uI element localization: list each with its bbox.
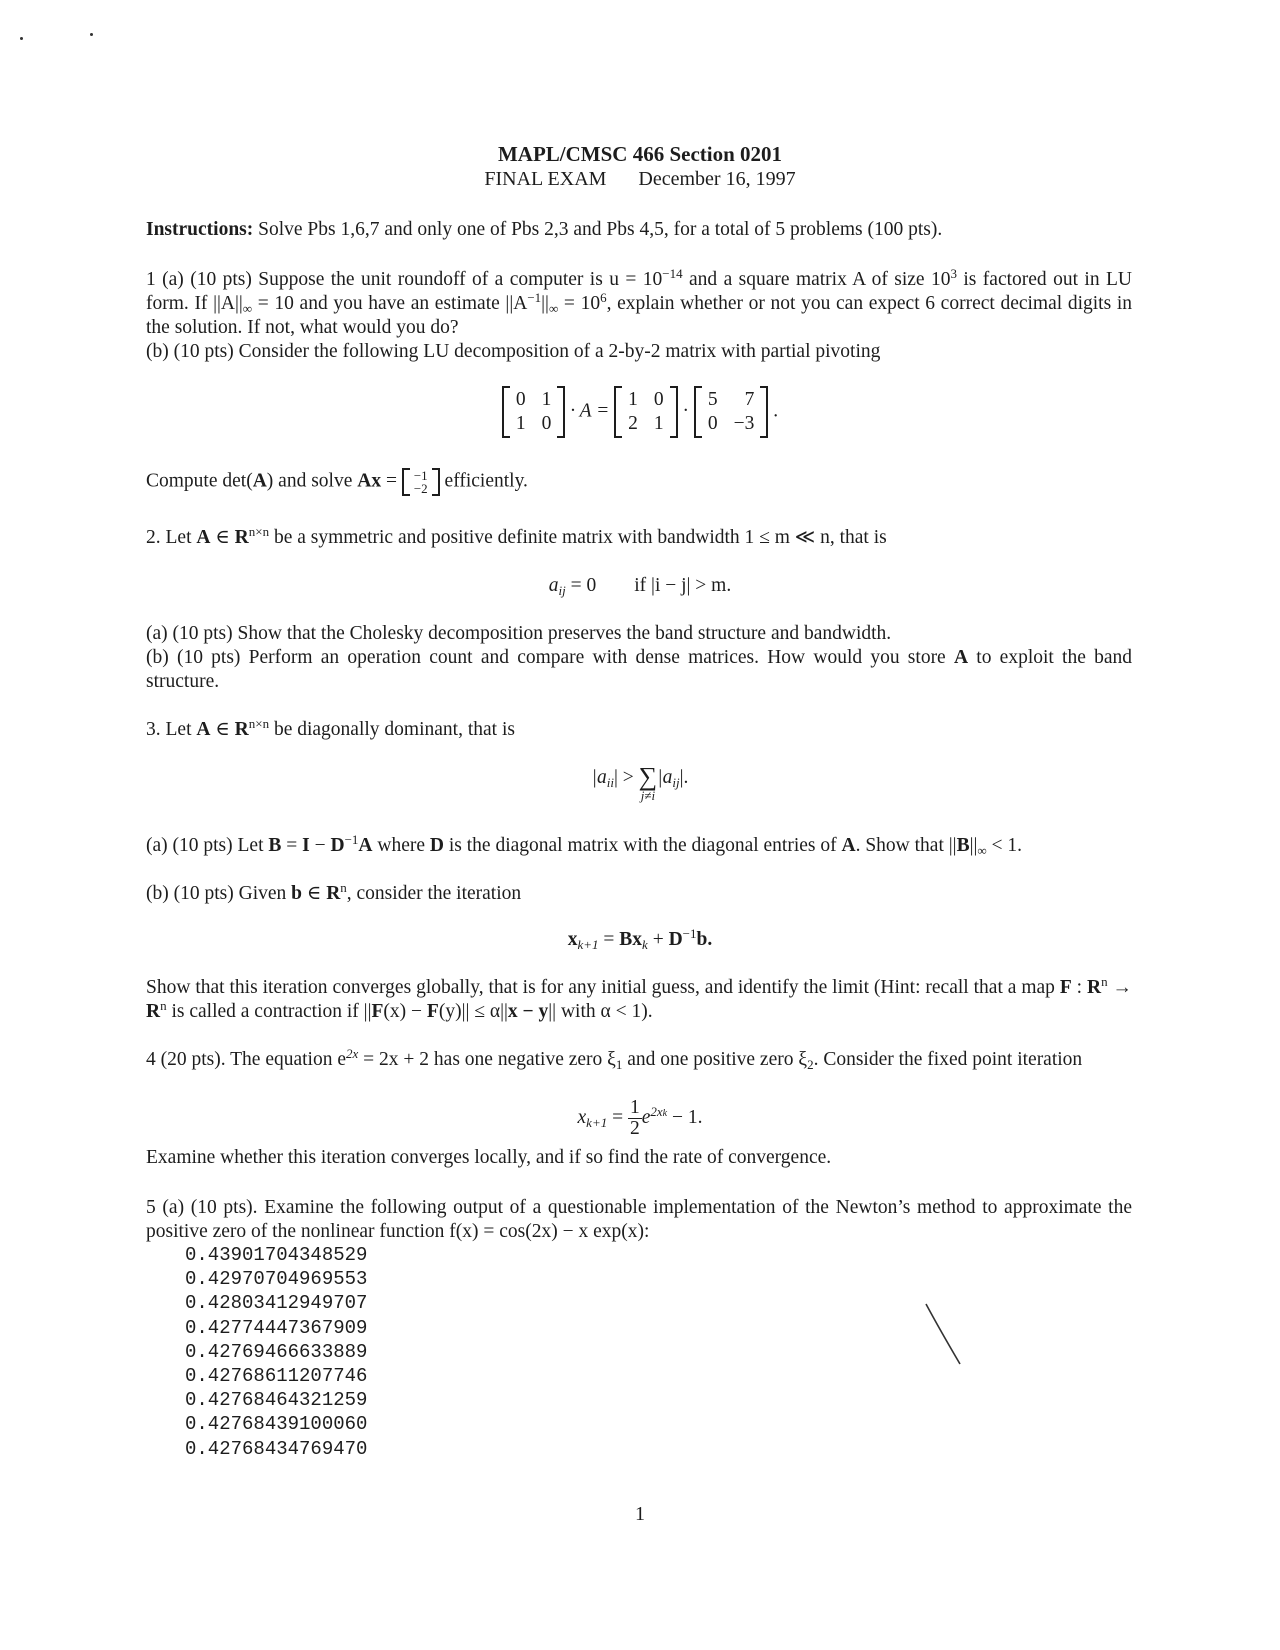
- iter-exp: −1: [682, 926, 697, 941]
- compute-text: =: [381, 470, 402, 492]
- p3a-text: (a) (10 pts) Let: [146, 835, 269, 856]
- eq-text: e: [641, 1106, 651, 1128]
- eq-sub: k+1: [586, 1114, 608, 1130]
- p3-text: R: [234, 719, 249, 740]
- matrix-entry: 0: [653, 389, 664, 410]
- problem-5a: 5 (a) (10 pts). Examine the following output of a questionable implementation of the Newton’s method to approximate the positive zero of the nonlinear function f(x) = cos(2x) − x exp(x):: [146, 1197, 1132, 1242]
- eq-text: − 1.: [667, 1106, 703, 1128]
- p3a-text: =: [281, 835, 303, 856]
- p3a-exp: −1: [344, 832, 359, 847]
- iter-sub: k+1: [577, 937, 599, 952]
- scan-speck: [20, 37, 23, 40]
- eq-text: x: [577, 1106, 587, 1128]
- p3-show-exp: n: [1101, 974, 1108, 989]
- compute-text: Compute det(: [146, 470, 253, 492]
- scan-speck: [90, 33, 93, 36]
- newton-iterate: 0.42768611207746: [185, 1364, 368, 1387]
- p1a-text: 1 (a) (10 pts) Suppose the unit roundoff of a computer is u = 10: [146, 269, 663, 290]
- lower-matrix: [614, 386, 678, 438]
- p3-show-text: →: [1107, 977, 1133, 998]
- newton-output-list: [185, 1243, 367, 1461]
- p3a-text: I: [302, 835, 310, 856]
- newton-iterate: 0.42768434769470: [185, 1437, 368, 1460]
- iter-sub: k: [642, 937, 648, 952]
- p1a-text: , explain whether or not you can expect 6 correct decimal digits in the solution. If not, what would you do?: [146, 293, 1133, 338]
- matrix-entry: 1: [653, 413, 664, 434]
- p3a-text: . Show that ||: [855, 835, 957, 856]
- p3-text: ∈: [210, 719, 235, 740]
- course-title: MAPL/CMSC 466 Section 0201: [497, 142, 783, 166]
- p2b-text: (b) (10 pts) Perform an operation count and compare with dense matrices. How would you store: [146, 647, 954, 668]
- p3-show-text: Show that this iteration converges globally, that is for any initial guess, and identify the limit (Hint: recall that a map: [146, 977, 1060, 998]
- compute-text: efficiently.: [439, 470, 528, 492]
- matrix-entry: −3: [733, 413, 755, 434]
- compute-text: ) and solve: [266, 470, 358, 492]
- p1a-sub: ∞: [548, 301, 559, 316]
- rhs-vector: [402, 468, 440, 496]
- eq-text: = 0: [565, 575, 597, 596]
- eq-text: =: [607, 1106, 628, 1128]
- p1a-text: = 10: [558, 293, 601, 314]
- matrix-entry: 1: [541, 389, 552, 410]
- p3-text: A: [196, 719, 211, 740]
- matrix-entry: 1: [515, 413, 526, 434]
- problem-3a: [146, 834, 1132, 858]
- matrix-entry: 0: [515, 389, 526, 410]
- p4-exp: 2x: [346, 1046, 359, 1061]
- problem-2a: (a) (10 pts) Show that the Cholesky decomposition preserves the band structure and bandwidth.: [146, 623, 892, 644]
- p3-text: be diagonally dominant, that is: [269, 719, 515, 740]
- eq-text: if |i − j| > m.: [634, 575, 732, 596]
- fixed-point-iteration: [0, 1098, 1280, 1139]
- eq-exp-base: 2x: [650, 1103, 663, 1119]
- vector-entry: −2: [413, 481, 428, 496]
- matrix-entry: 2: [628, 413, 638, 434]
- problem-4-examine: Examine whether this iteration converges locally, and if so find the rate of convergence.: [146, 1147, 832, 1168]
- matrix-entry: 0: [707, 413, 718, 434]
- p3b-text: ∈: [302, 883, 327, 904]
- p2b-text: A: [953, 647, 969, 668]
- iter-text: x: [567, 929, 578, 950]
- p2-exp: n×n: [248, 524, 270, 539]
- iter-text: +: [647, 929, 669, 950]
- newton-iterate: 0.43901704348529: [185, 1244, 368, 1266]
- p2-text: R: [234, 527, 249, 548]
- problem-1-compute: [146, 468, 1132, 496]
- fraction: [628, 1098, 642, 1139]
- eq-text: |a: [591, 767, 607, 788]
- p3-show-text: || with α < 1).: [548, 1001, 653, 1022]
- iter-text: =: [598, 929, 620, 950]
- sum-symbol: ∑: [638, 762, 658, 791]
- eq-text: | >: [614, 767, 639, 788]
- p1a-text: and a square matrix A of size 10: [682, 269, 951, 290]
- p3-show-text: F: [426, 1001, 439, 1022]
- p3-show-text: is called a contraction if ||: [166, 1001, 372, 1022]
- p4-text: . Consider the fixed point iteration: [813, 1049, 1083, 1070]
- p2-text: 2. Let: [146, 527, 197, 548]
- problem-3-show: [146, 976, 1132, 1024]
- newton-iterate: 0.42774447367909: [185, 1316, 368, 1339]
- p3-show-exp: n: [160, 998, 167, 1013]
- p1a-exp: 3: [950, 266, 957, 281]
- compute-text: A: [252, 470, 267, 492]
- pen-stroke-mark: [920, 1300, 970, 1370]
- jacobi-iteration: [0, 928, 1280, 952]
- p3-show-text: F: [371, 1001, 384, 1022]
- p3-show-text: R: [1087, 977, 1102, 998]
- p3-show-text: :: [1071, 977, 1087, 998]
- p3-show-text: x − y: [507, 1001, 549, 1022]
- problem-1b: (b) (10 pts) Consider the following LU decomposition of a 2-by-2 matrix with partial pivoting: [146, 341, 881, 362]
- p2-text: be a symmetric and positive definite matrix with bandwidth 1 ≤ m ≪ n, that is: [269, 527, 887, 548]
- exam-subtitle: [0, 167, 1280, 191]
- compute-text: Ax: [357, 470, 382, 492]
- eq-text: |a: [657, 767, 673, 788]
- p3b-text: b: [291, 883, 302, 904]
- newton-iterate: 0.42768439100060: [185, 1413, 368, 1436]
- p3b-exp: n: [340, 880, 347, 895]
- lu-equation: [0, 386, 1280, 438]
- iter-text: b.: [696, 929, 713, 950]
- p3-show-text: (y): [438, 1001, 462, 1022]
- matrix-entry: 7: [744, 389, 755, 410]
- iter-text: D: [668, 929, 683, 950]
- eq-text: |.: [679, 767, 689, 788]
- newton-iterate: 0.42803412949707: [185, 1292, 368, 1315]
- eq-exp-sub: k: [662, 1107, 668, 1119]
- p1a-exp: −14: [662, 266, 683, 281]
- permutation-matrix: [502, 386, 566, 438]
- times-a-equals: · A =: [570, 400, 610, 422]
- problem-2b: [146, 646, 1132, 694]
- p2b-text: to exploit the band structure.: [146, 647, 1133, 692]
- p3a-sub: ∞: [977, 843, 987, 858]
- p1a-text: = 10 and you have an estimate ||A: [252, 293, 528, 314]
- p3a-text: A: [841, 835, 856, 856]
- p3a-text: ||: [969, 835, 978, 856]
- p3-show-text: || ≤ α||: [461, 1001, 508, 1022]
- fraction-denominator: 2: [629, 1118, 640, 1139]
- p3a-text: A: [358, 835, 373, 856]
- page-number: 1: [635, 1503, 645, 1525]
- p1a-exp: −1: [527, 290, 542, 305]
- p4-sub: 2: [807, 1057, 814, 1072]
- period: .: [773, 400, 779, 422]
- eq-exp: [650, 1104, 667, 1119]
- p1a-exp: 6: [600, 290, 607, 305]
- p2-text: A: [196, 527, 211, 548]
- p3a-text: −: [309, 835, 331, 856]
- p4-text: and one positive zero ξ: [622, 1049, 808, 1070]
- newton-iterate: 0.42768464321259: [185, 1389, 368, 1412]
- eq-sub: ij: [558, 583, 566, 598]
- p3a-text: B: [268, 835, 282, 856]
- problem-3b: [146, 882, 1132, 906]
- instructions: [146, 218, 1132, 242]
- exam-label: FINAL EXAM: [484, 168, 607, 190]
- eq-sub: ii: [606, 775, 614, 790]
- p4-text: = 2x + 2 has one negative zero ξ: [358, 1049, 616, 1070]
- p3a-text: D: [330, 835, 345, 856]
- problem-4: [146, 1048, 1132, 1072]
- p3a-text: D: [429, 835, 444, 856]
- p3-show-text: −: [406, 1001, 427, 1022]
- matrix-entry: 0: [541, 413, 552, 434]
- newton-iterate: 0.42970704969553: [185, 1268, 368, 1291]
- eq-text: a: [548, 575, 559, 596]
- matrix-entry: 1: [628, 389, 638, 410]
- iter-text: Bx: [619, 929, 643, 950]
- p3a-text: < 1.: [986, 835, 1023, 856]
- p1a-text: ||: [541, 293, 549, 314]
- p4-sub: 1: [615, 1057, 623, 1072]
- upper-matrix: [694, 386, 769, 438]
- p3a-text: where: [372, 835, 430, 856]
- p3a-text: is the diagonal matrix with the diagonal entries of: [444, 835, 842, 856]
- p3b-text: R: [326, 883, 341, 904]
- p3b-text: (b) (10 pts) Given: [146, 883, 292, 904]
- dominance-inequality: [0, 762, 1280, 816]
- problem-3-intro: [146, 718, 1132, 742]
- problem-1a: [146, 268, 1132, 340]
- matrix-entry: 5: [707, 389, 718, 410]
- p3a-text: B: [956, 835, 970, 856]
- fraction-numerator: 1: [629, 1097, 640, 1118]
- p1a-sub: ∞: [242, 301, 253, 316]
- p3b-text: , consider the iteration: [346, 883, 522, 904]
- p3-show-text: F: [1059, 977, 1072, 998]
- instructions-label: Instructions:: [146, 219, 254, 240]
- p4-text: 4 (20 pts). The equation e: [146, 1049, 347, 1070]
- sum-index: j≠i: [640, 788, 656, 803]
- times-dot: ·: [682, 400, 689, 422]
- p2-text: ∈: [210, 527, 235, 548]
- exam-date: December 16, 1997: [638, 168, 796, 190]
- p3-text: 3. Let: [146, 719, 197, 740]
- problem-2-intro: [146, 526, 1132, 550]
- newton-iterate: 0.42769466633889: [185, 1340, 368, 1363]
- instructions-text: Solve Pbs 1,6,7 and only one of Pbs 2,3 and Pbs 4,5, for a total of 5 problems (100 pts).: [253, 219, 943, 240]
- p3-show-text: R: [146, 1001, 161, 1022]
- p1a-text: is factored out in LU form. If ||A||: [146, 269, 1132, 314]
- p3-show-text: (x): [383, 1001, 407, 1022]
- p3-exp: n×n: [248, 716, 270, 731]
- band-equation: [0, 574, 1280, 598]
- vector-entry: −1: [413, 468, 428, 483]
- eq-sub: ij: [672, 775, 680, 790]
